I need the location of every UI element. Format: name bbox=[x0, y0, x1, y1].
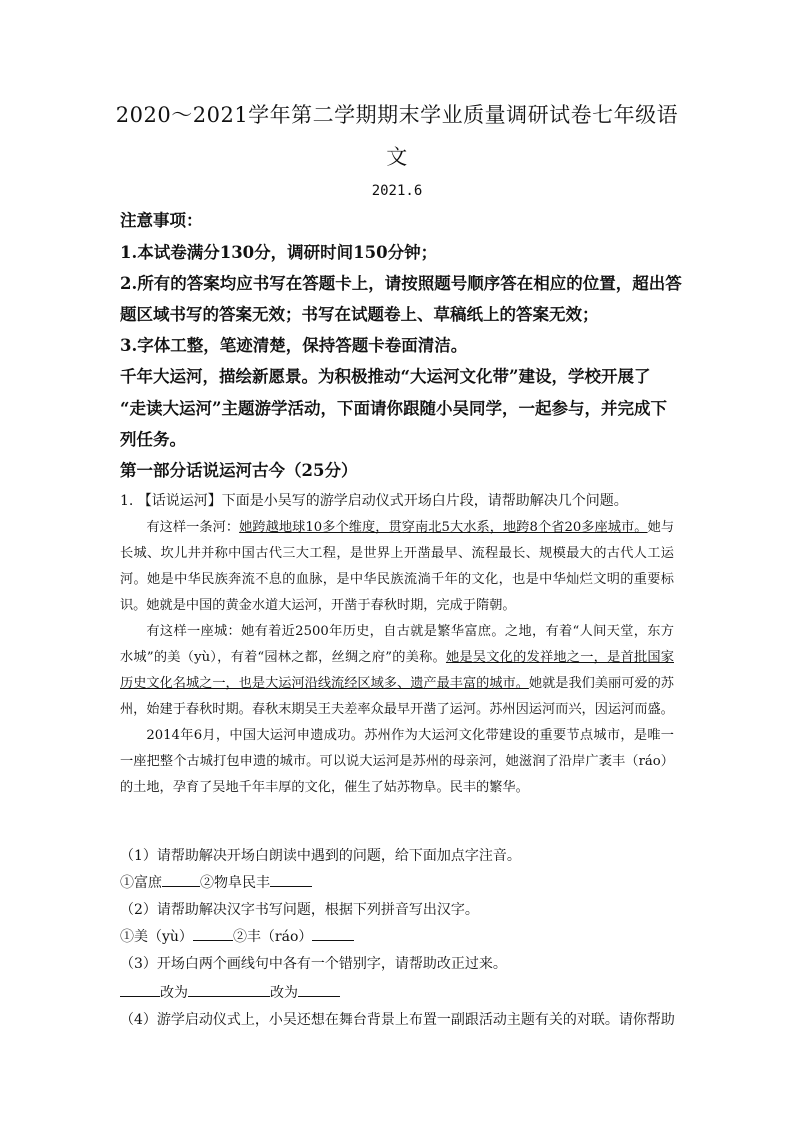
answer-blank[interactable] bbox=[270, 872, 312, 887]
answer-label: ①富庶 bbox=[120, 875, 162, 891]
underlined-sentence-2: 她是吴文化的发祥地之一，是首批国家历史文化名城之一，也是大运河沿线流经区域多、遗产最丰富的城市。 bbox=[120, 650, 674, 691]
notice-item-3: 3.字体工整，笔迹清楚，保持答题卡卷面清洁。 bbox=[120, 336, 468, 355]
sub-question-2-answer bbox=[120, 926, 354, 948]
answer-blank[interactable] bbox=[162, 872, 200, 887]
notice-heading: 注意事项： bbox=[120, 211, 203, 230]
sub-question-2: （2）请帮助解决汉字书写问题，根据下列拼音写出汉字。 bbox=[120, 902, 479, 918]
sub-question-3-answer bbox=[120, 982, 340, 1004]
page-title: 2020～2021学年第二学期期末学业质量调研试卷七年级语文 bbox=[115, 103, 679, 169]
passage-paragraph-3: 2014年6月，中国大运河申遗成功。苏州作为大运河文化带建设的重要节点城市，是唯一一座把整个古城打包申遗的城市。可以说大运河是苏州的母亲河，她滋润了沿岸广袤丰（ráo）的土地，孕育了吴地千年丰厚的文化，催生了姑苏物阜。民丰的繁华。 bbox=[120, 728, 674, 795]
notice-item-1: 1.本试卷满分130分，调研时间150分钟； bbox=[120, 243, 438, 262]
intro-line-1: 千年大运河，描绘新愿景。为积极推动“大运河文化带”建设，学校开展了 bbox=[120, 367, 651, 386]
answer-label: ①美（yù） bbox=[120, 929, 193, 945]
sub-question-3: （3）开场白两个画线句中各有一个错别字，请帮助改正过来。 bbox=[120, 956, 507, 972]
passage-text: 她就是我们美丽可爱的苏州，始建于春秋时期。春秋末期吴王夫差率众最早开凿了运河。苏州因运河而兴，因运河而盛。 bbox=[120, 676, 674, 717]
exam-date: 2021.6 bbox=[371, 183, 423, 199]
sub-question-4: （4）游学启动仪式上，小吴还想在舞台背景上布置一副跟活动主题有关的对联。请你帮助 bbox=[120, 1012, 675, 1028]
part1-heading: 第一部分话说运河古今（25分） bbox=[120, 461, 358, 480]
notice-item-2-line-1: 2.所有的答案均应书写在答题卡上，请按照题号顺序答在相应的位置，超出答 bbox=[120, 274, 682, 293]
intro-line-3: 列任务。 bbox=[120, 430, 186, 449]
passage-text: 有这样一条河： bbox=[146, 520, 240, 535]
passage-text: 有这样一座城：她有着近2500年历史，自古就是繁华富庶。之地，有着“人间天堂，东方水城”的美（yù），有着“园林之都，丝绸之府”的美称。 bbox=[120, 624, 674, 665]
passage-text: 她与长城、坎儿井并称中国古代三大工程，是世界上开凿最早、流程最长、规模最大的古代人工运河。她是中华民族奔流不息的血脉，是中华民族流淌千年的文化，也是中华灿烂文明的重要标识。她就是中国的黄金水道大运河，开凿于春秋时期，完成于隋朝。 bbox=[120, 520, 675, 613]
answer-blank[interactable] bbox=[188, 982, 270, 997]
answer-blank[interactable] bbox=[193, 926, 233, 941]
answer-label: 改为 bbox=[160, 985, 188, 1001]
reading-passage bbox=[120, 515, 674, 801]
answer-blank[interactable] bbox=[312, 926, 354, 941]
passage-paragraph-2 bbox=[120, 619, 674, 723]
answer-label: ②物阜民丰 bbox=[200, 875, 270, 891]
answer-label: 改为 bbox=[270, 985, 298, 1001]
sub-question-1: （1）请帮助解决开场白朗读中遇到的问题，给下面加点字注音。 bbox=[120, 848, 521, 864]
answer-blank[interactable] bbox=[298, 982, 340, 997]
underlined-sentence-1: 她跨越地球10多个维度，贯穿南北5大水系，地跨8个省20多座城市。 bbox=[239, 520, 648, 535]
intro-line-2: “走读大运河”主题游学活动，下面请你跟随小吴同学，一起参与，并完成下 bbox=[120, 399, 667, 418]
passage-paragraph-1 bbox=[120, 515, 674, 619]
answer-label: ②丰（ráo） bbox=[232, 929, 313, 945]
sub-question-1-answer bbox=[120, 872, 312, 894]
answer-blank[interactable] bbox=[120, 982, 160, 997]
question-1-stem: 1. 【话说运河】下面是小吴写的游学启动仪式开场白片段，请帮助解决几个问题。 bbox=[120, 493, 628, 509]
notice-item-2-line-2: 题区域书写的答案无效；书写在试题卷上、草稿纸上的答案无效； bbox=[120, 305, 599, 324]
